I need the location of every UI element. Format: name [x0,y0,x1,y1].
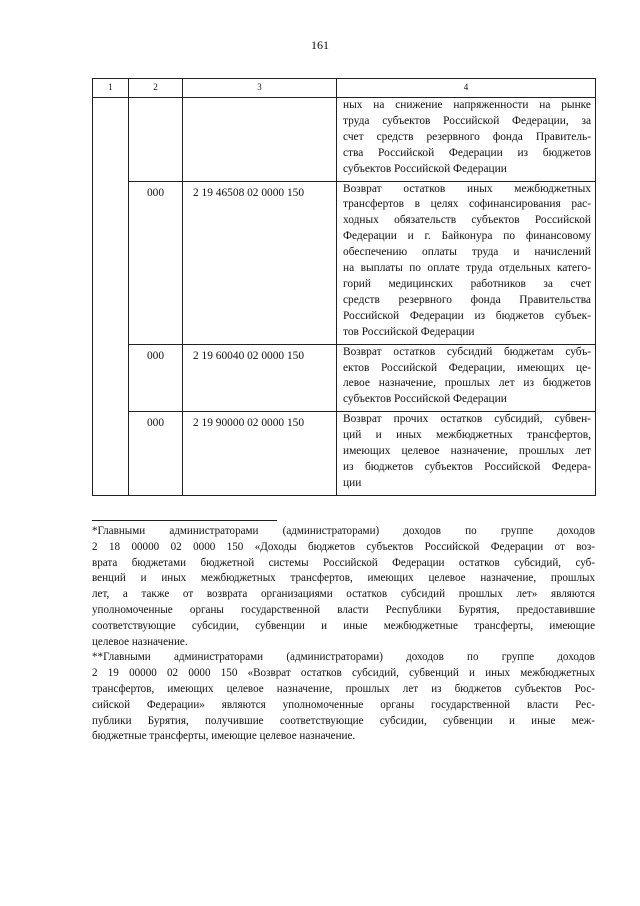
footnote-2: **Главными администраторами (администраторами) доходов по группе доходов 2 19 00000 02 0000 150 «Возврат остатков субсидий, субвенций и иных межбюджетных трансфертов, имеющих целевое назначение, прошлых лет из бюджетов субъектов Рос- сийской Федерации» являются уполномоченные органы государственной власти Рес- публики Бурятия, получившие соответствующие субсидии, субвенции и иные меж- бюджетные трансферты, имеющие целевое назначение. [92,651,595,743]
row-group-cell [93,98,129,496]
revenue-code-cell: 2 19 90000 02 0000 150 [183,412,337,496]
admin-code-cell: 000 [129,181,183,344]
footnote-1: *Главными администраторами (администраторами) доходов по группе доходов 2 18 00000 02 0000 150 «Доходы бюджетов субъектов Российской Федерации от воз- врата бюджетами бюджетной системы Российской Федерации остатков субсидий, суб- венций и иных межбюджетных трансфертов, имеющих целевое назначение, прошлых лет, а также от возврата организациями остатков субсидий прошлых лет» являются уполномоченные органы государственной власти Республики Бурятия, предоставившие соответствующие субсидии, субвенции и иные межбюджетные трансферты, имеющие целевое назначение. [92,525,595,648]
description-cell: Возврат прочих остатков субсидий, субвен- ций и иных межбюджетных трансфертов, имеющих целевое назначение, прошлых лет из бюджетов субъектов Российской Федера- ции [337,412,596,496]
header-cell-3: 3 [183,79,337,98]
revenue-code-cell: 2 19 46508 02 0000 150 [183,181,337,344]
table-row [93,98,596,182]
admin-code-cell [129,98,183,182]
table-row [93,412,596,496]
admin-code-cell: 000 [129,412,183,496]
page-number: 161 [311,38,329,52]
description-cell: Возврат остатков иных межбюджетных трансфертов в целях софинансирования рас- ходных обязательств субъектов Российской Федерации и г. Байконура по финансовому обеспечению оплаты труда и начислений на выплаты по оплате труда отдельных катего- горий медицинских работников за счет средств резервного фонда Правительства Российской Федерации из бюджетов субъек- тов Российской Федерации [337,181,596,344]
revenue-code-cell: 2 19 60040 02 0000 150 [183,344,337,412]
header-cell-1: 1 [93,79,129,98]
table-header-row [93,79,596,98]
header-cell-2: 2 [129,79,183,98]
revenue-codes-table [92,78,596,496]
revenue-code-cell [183,98,337,182]
table-row [93,181,596,344]
table-row [93,344,596,412]
description-cell: Возврат остатков субсидий бюджетам субъ- ектов Российской Федерации, имеющих це- левое назначение, прошлых лет из бюджетов субъектов Российской Федерации [337,344,596,412]
header-cell-4: 4 [337,79,596,98]
footnote-divider [92,520,277,521]
footnotes [92,524,595,745]
description-cell: ных на снижение напряженности на рынке труда субъектов Российской Федерации, за счет средств резервного фонда Правитель- ства Российской Федерации из бюджетов субъектов Российской Федерации [337,98,596,182]
admin-code-cell: 000 [129,344,183,412]
